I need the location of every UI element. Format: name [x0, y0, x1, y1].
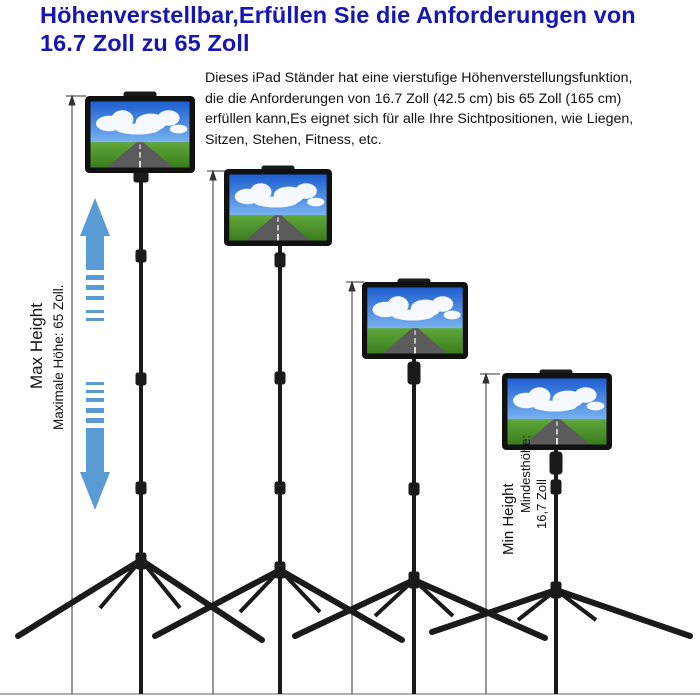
description-line: Sitzen, Stehen, Fitness, etc. — [205, 131, 382, 148]
min-height-de-value: 16,7 Zoll — [534, 479, 549, 529]
page-title-line1: Höhenverstellbar,Erfüllen Sie die Anforderungen von — [40, 2, 636, 28]
tablet-high — [224, 169, 332, 246]
tablet-max — [85, 96, 195, 173]
max-height-de-label: Maximale Höhe: 65 Zoll. — [51, 284, 66, 430]
min-height-de-label: Mindesthöhe: — [518, 434, 533, 513]
max-height-label: Max Height — [27, 303, 46, 389]
page-title-line2: 16.7 Zoll zu 65 Zoll — [40, 30, 250, 56]
description-line: Dieses iPad Ständer hat eine vierstufige Höhenverstellungsfunktion, — [205, 70, 633, 86]
height-adjust-arrow — [80, 198, 110, 510]
tablet-mid — [362, 282, 468, 359]
min-height-label: Min Height — [500, 483, 517, 555]
description-line: die die Anforderungen von 16.7 Zoll (42.5 cm) bis 65 Zoll (165 cm) — [205, 90, 622, 107]
description-line: erfüllen kann,Es eignet sich für alle Ihre Sichtpositionen, wie Liegen, — [205, 111, 634, 127]
